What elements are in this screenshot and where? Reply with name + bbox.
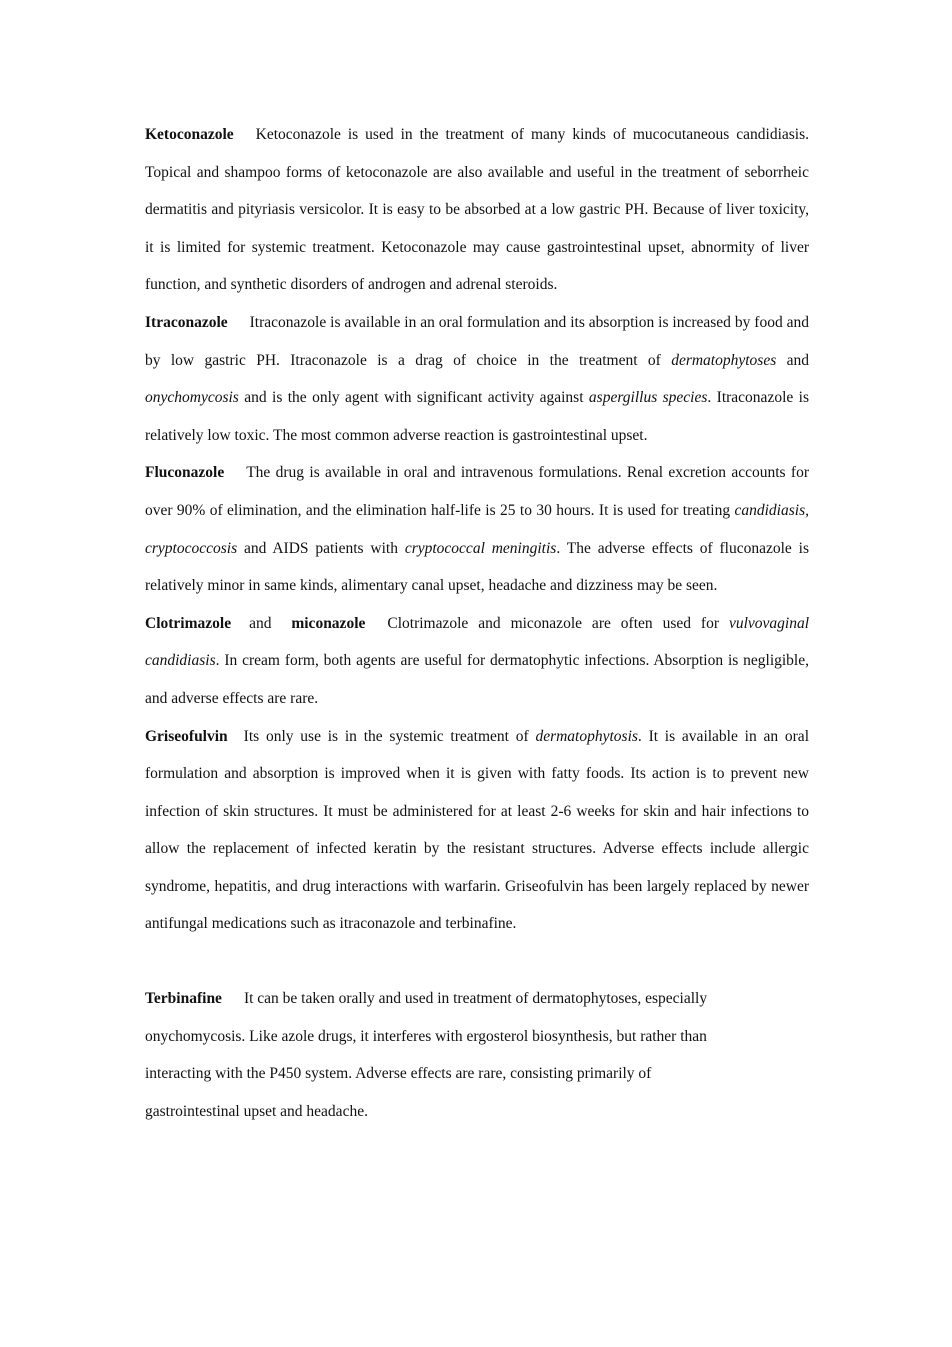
term-ketoconazole: Ketoconazole	[145, 126, 234, 143]
paragraph-griseofulvin	[145, 718, 809, 944]
italic-dermatophytosis: dermatophytosis	[535, 727, 638, 745]
italic-cryptococcal-meningitis: cryptococcal meningitis	[404, 539, 557, 557]
text-griseofulvin-2: . It is available in an oral formulation and absorption is improved when it is given with fatty foods. Its action is to prevent new infection of skin structures. It must be administered for at least 2-6 weeks for skin and hair infections to allow the replacement of infected keratin by the resistant structures. Adverse effects include allergic syndrome, hepatitis, and drug interactions with warfarin. Griseofulvin has been largely replaced by newer antifungal medications such as itraconazole and terbinafine.	[145, 727, 809, 933]
term-fluconazole: Fluconazole	[145, 464, 225, 482]
joiner-and: and	[249, 614, 272, 632]
text-fluconazole-1: The drug is available in oral and intravenous formulations. Renal excretion accounts for over 90% of elimination, and the elimination half-life is 25 to 30 hours. It is used for treating	[145, 464, 809, 519]
text-itraconazole-4: . Itraconazole is relatively low toxic. The most common adverse reaction is gastrointestinal upset.	[145, 389, 809, 444]
italic-candidiasis-cryptococcosis: candidiasis, cryptococcosis	[145, 501, 809, 557]
paragraph-itraconazole	[145, 304, 809, 454]
text-griseofulvin-1: Its only use is in the systemic treatment of	[243, 727, 536, 745]
italic-dermatophytoses: dermatophytoses	[671, 351, 777, 369]
text-clotrimazole-1: Clotrimazole and miconazole are often used for	[387, 614, 729, 632]
text-itraconazole-1: Itraconazole is available in an oral formulation and its absorption is increased by food and by low gastric PH. Itraconazole is a drag of choice in the treatment of	[145, 313, 809, 369]
text-fluconazole-3: . The adverse effects of fluconazole is relatively minor in same kinds, alimentary canal upset, headache and dizziness may be seen.	[145, 539, 810, 595]
paragraph-fluconazole	[145, 454, 809, 604]
text-terbinafine-line-1: It can be taken orally and used in treatment of dermatophytoses, especially	[243, 990, 708, 1008]
text-fluconazole-2: and AIDS patients with	[237, 539, 405, 557]
text-itraconazole-3: and is the only agent with significant activity against	[238, 389, 589, 407]
paragraph-ketoconazole	[145, 116, 809, 304]
text-terbinafine-line-4: gastrointestinal upset and headache.	[145, 1102, 368, 1120]
paragraph-clotrimazole-miconazole	[145, 605, 809, 718]
italic-aspergillus-species: aspergillus species	[588, 389, 708, 407]
term-itraconazole: Itraconazole	[145, 313, 228, 331]
term-clotrimazole: Clotrimazole	[145, 614, 232, 632]
document-page	[145, 116, 809, 1130]
term-miconazole: miconazole	[291, 614, 366, 632]
text-ketoconazole: Ketoconazole is used in the treatment of many kinds of mucocutaneous candidiasis. Topical and shampoo forms of ketoconazole are also available and useful in the treatment of seborrheic dermatitis and pityriasis versicolor. It is easy to be absorbed at a low gastric PH. Because of liver toxicity, it is limited for systemic treatment. Ketoconazole may cause gastrointestinal upset, abnormity of liver function, and synthetic disorders of androgen and adrenal steroids.	[145, 126, 809, 294]
italic-onychomycosis: onychomycosis	[145, 389, 239, 407]
italic-vulvovaginal-candidiasis: vulvovaginal candidiasis	[145, 614, 809, 670]
paragraph-terbinafine	[145, 980, 809, 1130]
text-clotrimazole-2: . In cream form, both agents are useful for dermatophytic infections. Absorption is negligible, and adverse effects are rare.	[145, 652, 809, 707]
text-terbinafine-line-3: interacting with the P450 system. Adverse effects are rare, consisting primarily of	[145, 1065, 652, 1083]
term-terbinafine: Terbinafine	[145, 990, 222, 1008]
text-terbinafine-line-2: onychomycosis. Like azole drugs, it interferes with ergosterol biosynthesis, but rather than	[145, 1027, 707, 1045]
term-griseofulvin: Griseofulvin	[145, 727, 228, 745]
text-itraconazole-2: and	[776, 351, 809, 369]
